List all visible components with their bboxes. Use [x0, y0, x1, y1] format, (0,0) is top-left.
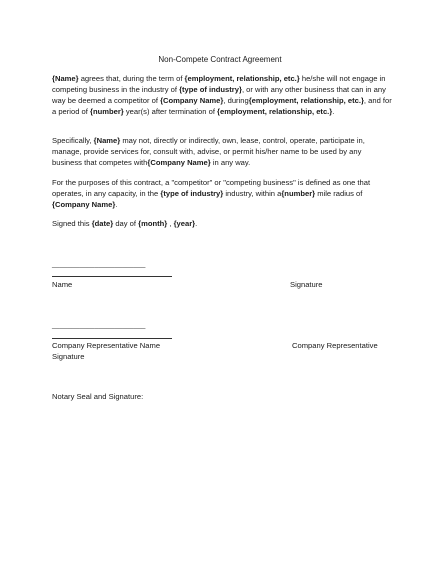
text: day of	[113, 219, 139, 228]
text: .	[115, 200, 118, 209]
signature-label: Signature	[290, 280, 323, 289]
paragraph-definition	[52, 177, 392, 210]
company-placeholder: {Company Name}	[52, 200, 116, 209]
industry-placeholder: {type of industry}	[179, 85, 242, 94]
paragraph-specifics	[52, 135, 392, 168]
document-title: Non-Compete Contract Agreement	[158, 55, 282, 64]
company-placeholder: {Company Name}	[160, 96, 224, 105]
employment-placeholder-3: {employment, relationship, etc.}	[217, 107, 333, 116]
text: year(s) after termination of	[123, 107, 218, 116]
number-placeholder: {number}	[281, 189, 316, 198]
text: he/she will not engage in competing business in the industry of	[52, 74, 386, 94]
paragraph-terms	[52, 73, 392, 117]
rep-signature-label: Signature	[52, 352, 85, 361]
text: .	[332, 107, 335, 116]
rep-name-label: Company Representative Name	[52, 341, 161, 350]
signature-line	[52, 276, 172, 277]
employment-placeholder-2: {employment, relationship, etc.}	[248, 96, 364, 105]
text: , during	[223, 96, 249, 105]
date-placeholder: {date}	[91, 219, 114, 228]
text: , or with any other business that can in any way be deemed a competitor of	[52, 85, 386, 105]
text: Specifically,	[52, 136, 94, 145]
number-placeholder: {number}	[90, 107, 124, 116]
text: may not, directly or indirectly, own, lease, control, operate, participate in, manage, provide services for, consult with, advise, or permit his/her name to be used by any business that competes with	[52, 136, 365, 167]
name-label: Name	[52, 280, 73, 289]
text: Signed this	[52, 219, 92, 228]
text: .	[195, 219, 198, 228]
paragraph-signed	[52, 218, 392, 229]
text: mile radius of	[315, 189, 363, 198]
industry-placeholder: {type of industry}	[160, 189, 224, 198]
signature-dashes: ________________________	[52, 261, 146, 268]
text: industry, within a	[223, 189, 282, 198]
text: , and for a period of	[52, 96, 392, 116]
name-placeholder: {Name}	[93, 136, 121, 145]
company-placeholder: {Company Name}	[147, 158, 211, 167]
text: ,	[167, 219, 174, 228]
text: agrees that, during the term of	[78, 74, 185, 83]
name-placeholder: {Name}	[52, 74, 79, 83]
text: For the purposes of this contract, a "competitor" or "competing business" is defined as one that operates, in any capacity, in the	[52, 178, 371, 198]
year-placeholder: {year}	[173, 219, 196, 228]
text: in any way.	[210, 158, 251, 167]
rep-signature-dashes: ________________________	[52, 322, 146, 329]
month-placeholder: {month}	[138, 219, 168, 228]
employment-placeholder: {employment, relationship, etc.}	[184, 74, 300, 83]
notary-label: Notary Seal and Signature:	[52, 392, 144, 401]
rep-label: Company Representative	[292, 341, 378, 350]
rep-signature-line	[52, 338, 172, 339]
